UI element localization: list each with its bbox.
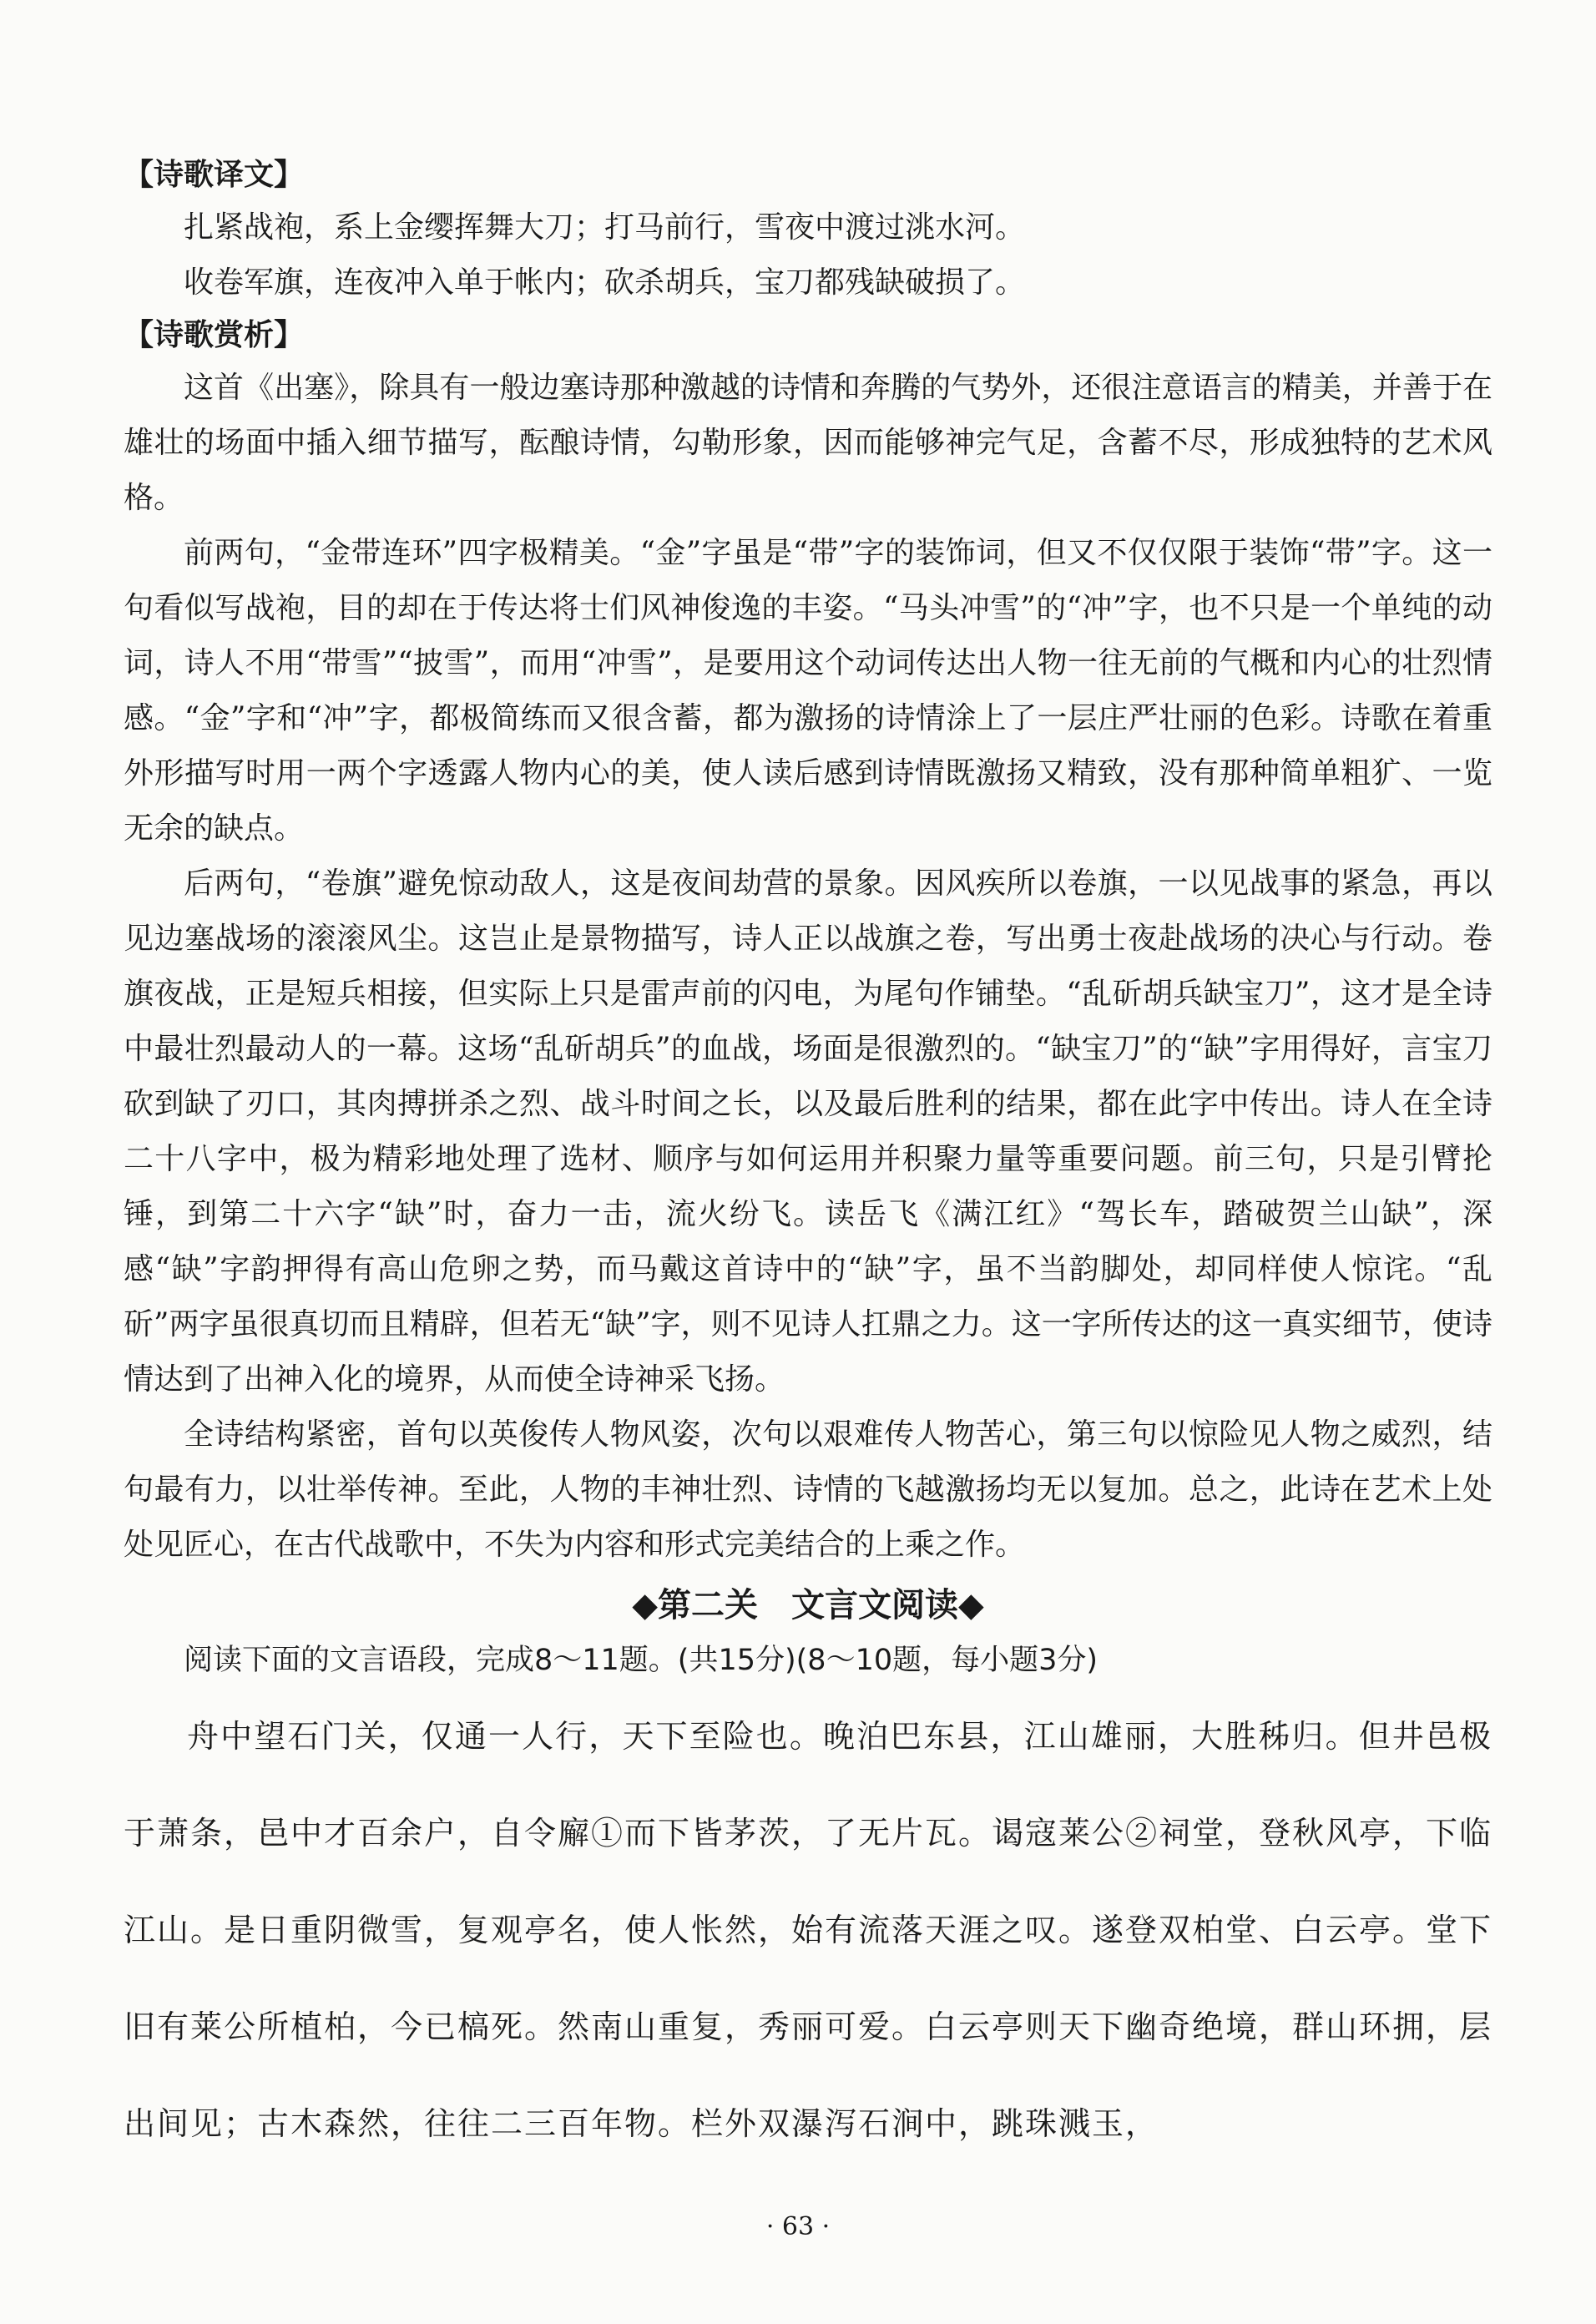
translation-line-1: 扎紧战袍，系上金缨挥舞大刀；打马前行，雪夜中渡过洮水河。 <box>184 210 1026 245</box>
stage2-instruction: 阅读下面的文言语段，完成8～11题。(共15分)(8～10题，每小题3分) <box>184 1644 1099 1677</box>
appreciation-paragraph-1: 这首《出塞》，除具有一般边塞诗那种激越的诗情和奔腾的气势外，还很注意语言的精美，并善于在雄壮的场面中插入细节描写，酝酿诗情，勾勒形象，因而能够神完气足，含蓄不尽，形成独特的艺术风格。 <box>124 371 1492 515</box>
classical-passage: 舟中望石门关，仅通一人行，天下至险也。晚泊巴东县，江山雄丽，大胜秭归。但井邑极于萧条，邑中才百余户，自令廨①而下皆茅茨，了无片瓦。谒寇莱公②祠堂，登秋风亭，下临江山。是日重阴微雪，复观亭名，使人怅然，始有流落天涯之叹。遂登双柏堂、白云亭。堂下旧有莱公所植柏，今已槁死。然南山重复，秀丽可爱。白云亭则天下幽奇绝境，群山环拥，层出间见；古木森然，往往二三百年物。栏外双瀑泻石涧中，跳珠溅玉， <box>124 1718 1493 2142</box>
appreciation-paragraph-3: 后两句，“卷旗”避免惊动敌人，这是夜间劫营的景象。因风疾所以卷旗，一以见战事的紧急，再以见边塞战场的滚滚风尘。这岂止是景物描写，诗人正以战旗之卷，写出勇士夜赴战场的决心与行动。卷旗夜战，正是短兵相接，但实际上只是雷声前的闪电，为尾句作铺垫。“乱斫胡兵缺宝刀”，这才是全诗中最壮烈最动人的一幕。这场“乱斫胡兵”的血战，场面是很激烈的。“缺宝刀”的“缺”字用得好，言宝刀砍到缺了刃口，其肉搏拼杀之烈、战斗时间之长，以及最后胜利的结果，都在此字中传出。诗人在全诗二十八字中，极为精彩地处理了选材、顺序与如何运用并积聚力量等重要问题。前三句，只是引臂抡锤，到第二十六字“缺”时，奋力一击，流火纷飞。读岳飞《满江红》“驾长车，踏破贺兰山缺”，深感“缺”字韵押得有高山危卵之势，而马戴这首诗中的“缺”字，虽不当韵脚处，却同样使人惊诧。“乱斫”两字虽很真切而且精辟，但若无“缺”字，则不见诗人扛鼎之力。这一字所传达的这一真实细节，使诗情达到了出神入化的境界，从而使全诗神采飞扬。 <box>124 866 1492 1397</box>
translation-heading: 【诗歌译文】 <box>124 158 305 192</box>
translation-line-2: 收卷军旗，连夜冲入单于帐内；砍杀胡兵，宝刀都残缺破损了。 <box>184 265 1026 300</box>
appreciation-paragraph-4: 全诗结构紧密，首句以英俊传人物风姿，次句以艰难传人物苦心，第三句以惊险见人物之威烈，结句最有力，以壮举传神。至此，人物的丰神壮烈、诗情的飞越激扬均无以复加。总之，此诗在艺术上处处见匠心，在古代战歌中，不失为内容和形式完美结合的上乘之作。 <box>124 1417 1492 1562</box>
appreciation-heading: 【诗歌赏析】 <box>124 318 305 352</box>
stage2-title: ◆第二关 文言文阅读◆ <box>632 1586 984 1624</box>
page-number: · 63 · <box>765 2212 831 2241</box>
page-content <box>124 150 1492 2172</box>
appreciation-paragraph-2: 前两句，“金带连环”四字极精美。“金”字虽是“带”字的装饰词，但又不仅仅限于装饰“带”字。这一句看似写战袍，目的却在于传达将士们风神俊逸的丰姿。“马头冲雪”的“冲”字，也不只是一个单纯的动词，诗人不用“带雪”“披雪”，而用“冲雪”，是要用这个动词传达出人物一往无前的气概和内心的壮烈情感。“金”字和“冲”字，都极简练而又很含蓄，都为激扬的诗情涂上了一层庄严壮丽的色彩。诗歌在着重外形描写时用一两个字透露人物内心的美，使人读后感到诗情既激扬又精致，没有那种简单粗犷、一览无余的缺点。 <box>124 536 1492 846</box>
